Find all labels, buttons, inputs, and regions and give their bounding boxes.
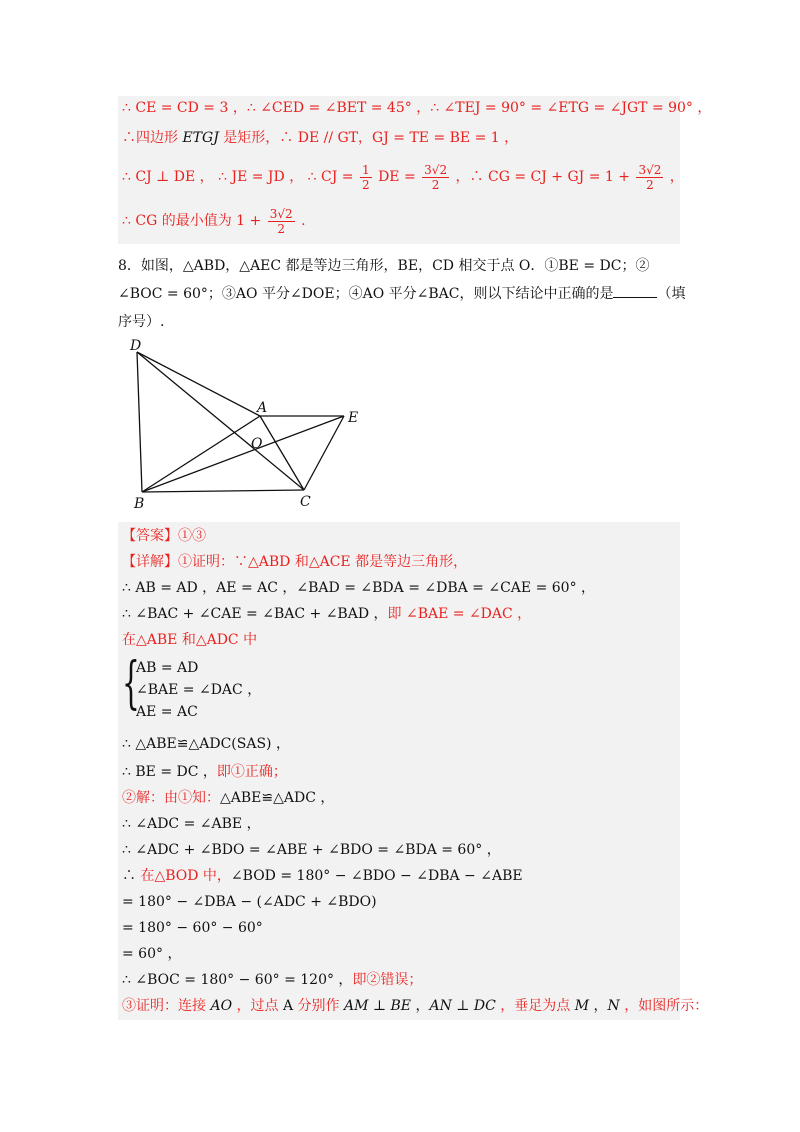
text-fragment: DE = [373, 169, 421, 185]
fraction-denominator: 2 [361, 177, 370, 192]
math-fragment: AO [210, 998, 233, 1014]
text-fragment: 是矩形， [218, 130, 280, 146]
fraction-numerator: 3√2 [638, 162, 662, 177]
text-fragment: ∴ JE = JD ， [218, 169, 304, 185]
point-label-E: E [348, 410, 359, 426]
detail-line-7 [122, 788, 334, 808]
detail-line-5: ∴ △ABE≌△ADC(SAS) ， [122, 736, 290, 752]
text-fragment: 分别作 [293, 998, 344, 1014]
text-fragment: ， [589, 998, 608, 1014]
answer-blank[interactable] [613, 285, 657, 298]
answer-tag: 【答案】 [122, 528, 178, 544]
text-fragment: ， [411, 998, 430, 1014]
text-fragment: ∠BOD = 180° − ∠BDO − ∠DBA − ∠ABE [230, 868, 523, 884]
fraction-numerator: 3√2 [424, 162, 448, 177]
geometry-figure [120, 336, 380, 516]
text-fragment: ∴ DE // GT，GJ = TE = BE = 1 ， [279, 130, 519, 146]
solution-line-2 [122, 128, 518, 148]
point-label-C: C [300, 494, 311, 510]
math-fragment: AM ⊥ BE [343, 998, 412, 1014]
text-fragment: ∴四边形 [122, 130, 183, 146]
text-fragment: ∠BOC = 60°；③AO 平分∠DOE；④AO 平分∠BAC，则以下结论中正确的是 [118, 286, 614, 302]
text-fragment: ∴ ∠BOC = 180° − 60° = 120° ， [122, 972, 353, 988]
text-fragment: （填 [657, 286, 686, 302]
detail-line-4: 在△ABE 和△ADC 中 [122, 632, 258, 648]
text-fragment: ， [665, 169, 684, 185]
text-fragment: ，如图所示： [619, 998, 709, 1014]
text-fragment: ∴ [122, 868, 141, 884]
question-line-2 [118, 284, 685, 304]
text-fragment: ①证明：∵△ABD 和△ACE 都是等边三角形， [178, 554, 468, 570]
detail-line-15 [122, 996, 708, 1016]
detail-tag: 【详解】 [122, 554, 178, 570]
system-line-1: AB = AD [136, 660, 199, 676]
text-fragment: 即 ∠BAE = ∠DAC ， [387, 606, 532, 622]
segment-CE [304, 416, 344, 490]
text-fragment: ③证明：连接 [122, 998, 211, 1014]
math-fragment: AN ⊥ DC [429, 998, 496, 1014]
fraction [422, 163, 449, 192]
segment-BC [142, 490, 304, 492]
point-label-D: D [130, 338, 142, 354]
text-fragment: ②解：由①知： [122, 790, 220, 806]
fraction-numerator: 1 [361, 162, 370, 177]
question-line-1: 8．如图，△ABD，△AEC 都是等边三角形，BE，CD 相交于点 O．①BE = DC；② [118, 258, 650, 274]
detail-line-8: ∴ ∠ADC = ∠ABE ， [122, 816, 261, 832]
detail-line-13: = 60° ， [122, 946, 182, 962]
system-brace: { [122, 651, 140, 716]
segment-AC [260, 416, 304, 490]
text-fragment: ，垂足为点 [495, 998, 575, 1014]
math-fragment: A [282, 998, 294, 1014]
solution-line-3 [122, 160, 684, 194]
point-label-B: B [134, 496, 145, 512]
solution-line-1: ∴ CE = CD = 3 ，∴ ∠CED = ∠BET = 45° ，∴ ∠TEJ = 90° = ∠ETG = ∠JGT = 90° ， [122, 100, 712, 116]
detail-line-10 [122, 866, 523, 886]
detail-line-14 [122, 970, 422, 990]
math-fragment: N [607, 998, 620, 1014]
text-fragment: ∴ BE = DC ， [122, 764, 217, 780]
detail-line-1 [122, 552, 467, 572]
fraction-denominator: 2 [646, 177, 654, 192]
text-fragment: 即①正确； [216, 764, 287, 780]
fraction-denominator: 2 [431, 177, 440, 192]
text-fragment: ∴ CJ ⊥ DE ， [122, 169, 214, 185]
segment-DC [137, 352, 304, 490]
text-fragment: △ABE≌△ADC ， [220, 790, 335, 806]
detail-line-9: ∴ ∠ADC + ∠BDO = ∠ABE + ∠BDO = ∠BDA = 60° ， [122, 842, 501, 858]
text-fragment: ，∴ CG = CJ + GJ = 1 + [451, 169, 635, 185]
detail-line-2: ∴ AB = AD ，AE = AC ，∠BAD = ∠BDA = ∠DBA = ∠CAE = 60° ， [122, 580, 596, 596]
detail-line-6 [122, 762, 287, 782]
text-fragment: ∴ CJ = [307, 169, 358, 185]
math-fragment: M [574, 998, 590, 1014]
fraction [360, 163, 372, 192]
math-fragment: ETGJ [182, 130, 219, 146]
system-line-3: AE = AC [136, 704, 198, 720]
text-fragment: ∴ ∠BAC + ∠CAE = ∠BAC + ∠BAD ， [122, 606, 388, 622]
answer-value: ①③ [178, 528, 206, 544]
fraction [636, 163, 663, 192]
point-label-A: A [257, 400, 268, 416]
segment-DB [137, 352, 142, 492]
point-label-O: O [251, 436, 263, 452]
system-line-2: ∠BAE = ∠DAC ， [136, 682, 262, 698]
detail-line-11: = 180° − ∠DBA − (∠ADC + ∠BDO) [122, 894, 377, 910]
text-fragment: 即②错误； [352, 972, 423, 988]
answer-line [122, 526, 206, 546]
text-fragment: . [296, 213, 306, 229]
solution-line-4 [122, 204, 306, 238]
detail-line-12: = 180° − 60° − 60° [122, 920, 263, 936]
segment-DA [137, 352, 260, 416]
question-line-3: 序号）. [118, 314, 165, 330]
fraction [268, 207, 295, 236]
fraction-denominator: 2 [277, 221, 285, 236]
detail-line-3 [122, 604, 531, 624]
text-fragment: ，过点 [232, 998, 283, 1014]
fraction-numerator: 3√2 [269, 206, 293, 221]
text-fragment: ∴ CG 的最小值为 1 + [122, 213, 266, 229]
text-fragment: 在△BOD 中， [140, 868, 231, 884]
